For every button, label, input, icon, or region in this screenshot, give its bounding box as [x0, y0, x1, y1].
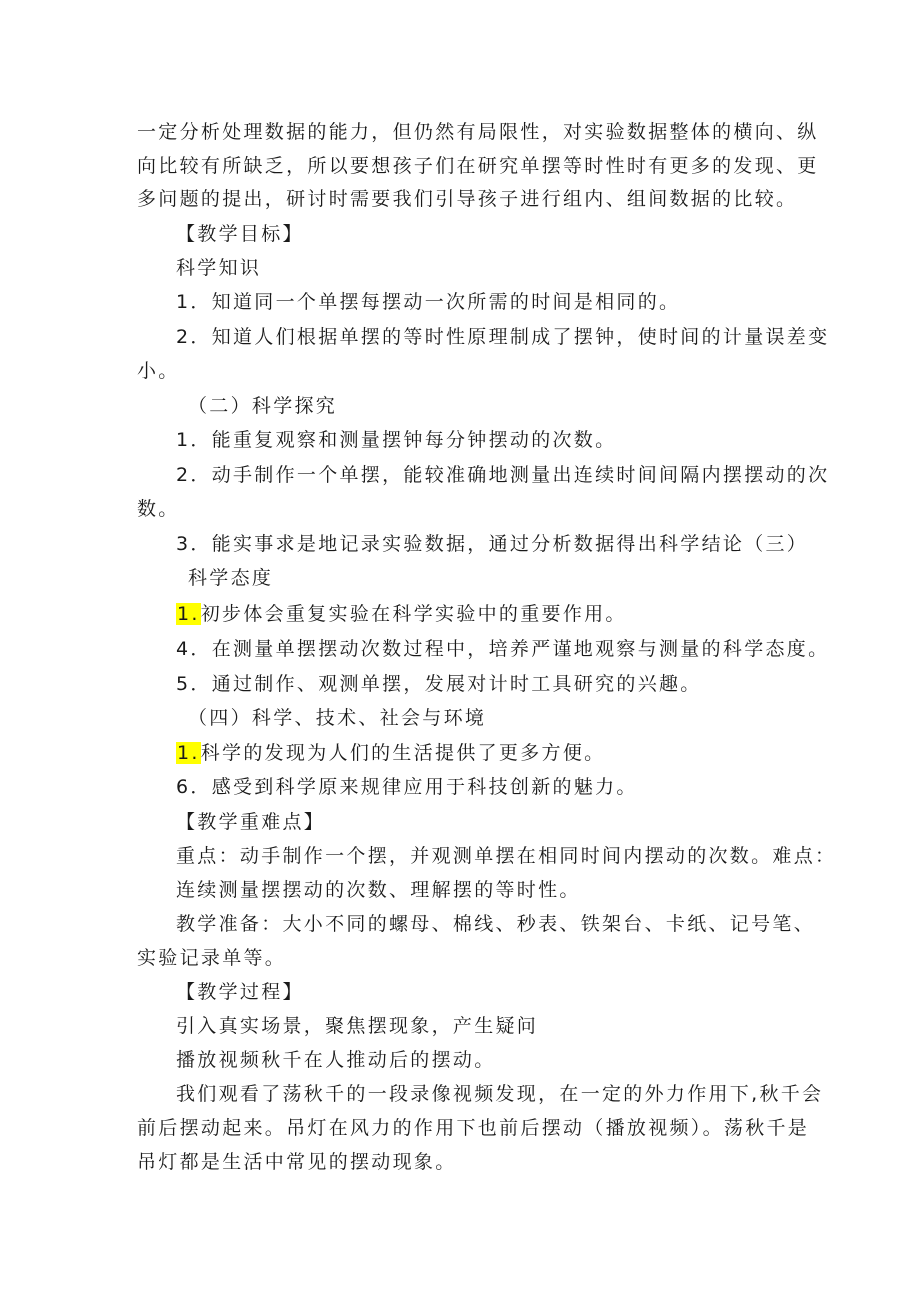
subsection-heading: 科学知识 [176, 257, 262, 279]
list-item: 3．能实事求是地记录实验数据，通过分析数据得出科学结论（三） [176, 533, 809, 555]
text-line: 前后摆动起来。吊灯在风力的作用下也前后摆动（播放视频）。荡秋千是 [137, 1117, 810, 1139]
text-line: 重点：动手制作一个摆，并观测单摆在相同时间内摆动的次数。难点： [176, 845, 837, 867]
subsection-heading: 科学态度 [188, 567, 274, 589]
text-line: 数。 [137, 498, 180, 520]
list-item-text: 科学的发现为人们的生活提供了更多方便。 [200, 742, 606, 764]
section-heading: 【教学重难点】 [176, 811, 326, 833]
list-item: 6．感受到科学原来规律应用于科技创新的魅力。 [176, 776, 638, 798]
list-item: 1．能重复观察和测量摆钟每分钟摆动的次数。 [176, 429, 617, 451]
text-line: 吊灯都是生活中常见的摆动现象。 [137, 1151, 457, 1173]
section-heading: 【教学目标】 [176, 223, 304, 245]
text-line: 多问题的提出，研讨时需要我们引导孩子进行组内、组间数据的比较。 [137, 188, 798, 210]
text-line: 我们观看了荡秋千的一段录像视频发现，在一定的外力作用下,秋千会 [176, 1083, 824, 1105]
text-line: 连续测量摆摆动的次数、理解摆的等时性。 [176, 879, 581, 901]
subsection-heading: （四）科学、技术、社会与环境 [188, 707, 487, 729]
list-item: 2．动手制作一个单摆，能较准确地测量出连续时间间隔内摆摆动的次 [176, 464, 830, 486]
subsection-heading: （二）科学探究 [188, 395, 338, 417]
list-item: 1．知道同一个单摆每摆动一次所需的时间是相同的。 [176, 291, 681, 313]
list-item: 5．通过制作、观测单摆，发展对计时工具研究的兴趣。 [176, 673, 702, 695]
text-line: 引入真实场景，聚焦摆现象，产生疑问 [176, 1015, 539, 1037]
list-item: 2．知道人们根据单摆的等时性原理制成了摆钟，使时间的计量误差变 [176, 326, 830, 348]
list-item [176, 601, 627, 627]
text-line: 教学准备：大小不同的螺母、棉线、秒表、铁架台、卡纸、记号笔、 [176, 913, 816, 935]
highlight-mark: 1. [177, 603, 200, 625]
text-line: 向比较有所缺乏，所以要想孩子们在研究单摆等时性时有更多的发现、更 [137, 155, 819, 177]
highlight-mark: 1. [177, 742, 200, 764]
list-item [176, 740, 605, 766]
list-item: 4．在测量单摆摆动次数过程中，培养严谨地观察与测量的科学态度。 [176, 638, 830, 660]
section-heading: 【教学过程】 [176, 981, 304, 1003]
text-line: 实验记录单等。 [137, 947, 287, 969]
text-line: 小。 [137, 360, 180, 382]
list-item-text: 初步体会重复实验在科学实验中的重要作用。 [200, 603, 627, 625]
text-line: 播放视频秋千在人推动后的摆动。 [176, 1049, 496, 1071]
text-line: 一定分析处理数据的能力，但仍然有局限性，对实验数据整体的横向、纵 [137, 121, 819, 143]
